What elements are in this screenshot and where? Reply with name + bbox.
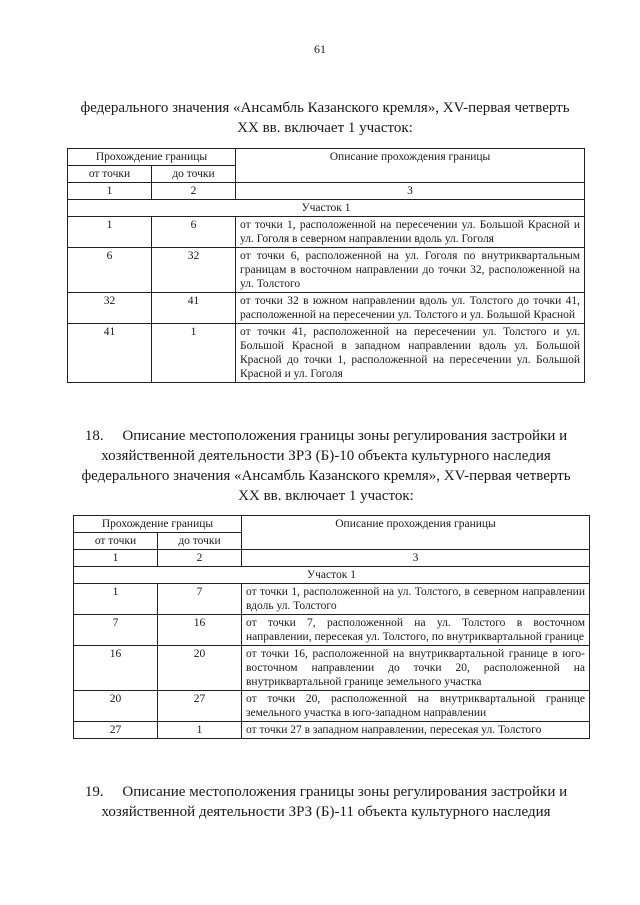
from-point-cell: 41 xyxy=(68,324,152,383)
description-cell: от точки 27 в западном направлении, пересекая ул. Толстого xyxy=(242,722,590,739)
description-cell: от точки 1, расположенной на ул. Толстого, в северном направлении вдоль ул. Толстого xyxy=(242,584,590,615)
description-cell: от точки 20, расположенной на внутриквартальной границе земельного участка в юго-западном направлении xyxy=(242,691,590,722)
page-number: 61 xyxy=(314,42,326,56)
column-number: 3 xyxy=(236,183,585,200)
description-cell: от точки 16, расположенной на внутриквартальной границе в юго-восточном направлении до точки 20, расположенной на внутриквартальной границе земельного участка xyxy=(242,646,590,691)
header-from-point: от точки xyxy=(74,533,158,550)
table-row xyxy=(74,691,590,722)
header-description: Описание прохождения границы xyxy=(236,149,585,183)
table-row xyxy=(68,293,585,324)
section-label: Участок 1 xyxy=(68,200,585,217)
to-point-cell: 20 xyxy=(158,646,242,691)
table-row xyxy=(74,615,590,646)
description-cell: от точки 6, расположенной на ул. Гоголя по внутриквартальным границам в восточном направлении до точки 32, расположенной на ул. Толстого xyxy=(236,248,585,293)
to-point-cell: 32 xyxy=(152,248,236,293)
heading-line: федерального значения «Ансамбль Казанского кремля», XV-первая четверть xyxy=(81,468,571,484)
section-row xyxy=(68,200,585,217)
header-passage: Прохождение границы xyxy=(68,149,236,166)
column-number-row xyxy=(68,183,585,200)
from-point-cell: 1 xyxy=(68,217,152,248)
heading-line: хозяйственной деятельности ЗРЗ (Б)-11 объекта культурного наследия xyxy=(101,804,551,820)
description-cell: от точки 41, расположенной на пересечении ул. Толстого и ул. Большой Красной в западном направлении вдоль ул. Большой Красной до точки 1, расположенной на пересечении ул. Большой Красной и ул. Гоголя xyxy=(236,324,585,383)
to-point-cell: 1 xyxy=(158,722,242,739)
section-18-heading xyxy=(62,426,590,506)
from-point-cell: 7 xyxy=(74,615,158,646)
table-header-row xyxy=(68,149,585,166)
section-row xyxy=(74,567,590,584)
from-point-cell: 20 xyxy=(74,691,158,722)
table-row xyxy=(68,248,585,293)
to-point-cell: 27 xyxy=(158,691,242,722)
to-point-cell: 41 xyxy=(152,293,236,324)
header-to-point: до точки xyxy=(158,533,242,550)
section-19-heading xyxy=(62,782,590,822)
header-passage: Прохождение границы xyxy=(74,516,242,533)
table-row xyxy=(74,646,590,691)
boundary-table-2 xyxy=(73,515,590,739)
header-description: Описание прохождения границы xyxy=(242,516,590,550)
to-point-cell: 7 xyxy=(158,584,242,615)
boundary-table-1 xyxy=(67,148,585,383)
column-number: 1 xyxy=(74,550,158,567)
heading-line: XX вв. включает 1 участок: xyxy=(238,488,414,504)
section-label: Участок 1 xyxy=(74,567,590,584)
column-number: 3 xyxy=(242,550,590,567)
table-row xyxy=(74,584,590,615)
description-cell: от точки 7, расположенной на ул. Толстого в восточном направлении, пересекая ул. Толстого, по внутриквартальной границе xyxy=(242,615,590,646)
description-cell: от точки 1, расположенной на пересечении ул. Большой Красной и ул. Гоголя в северном направлении вдоль ул. Гоголя xyxy=(236,217,585,248)
table-header-row xyxy=(74,516,590,533)
intro-line: XX вв. включает 1 участок: xyxy=(237,120,413,136)
to-point-cell: 1 xyxy=(152,324,236,383)
column-number: 1 xyxy=(68,183,152,200)
column-number: 2 xyxy=(152,183,236,200)
intro-line: федерального значения «Ансамбль Казанского кремля», XV-первая четверть xyxy=(80,100,570,116)
from-point-cell: 27 xyxy=(74,722,158,739)
column-number-row xyxy=(74,550,590,567)
description-cell: от точки 32 в южном направлении вдоль ул. Толстого до точки 41, расположенной на пересечении ул. Толстого и ул. Большой Красной xyxy=(236,293,585,324)
heading-line: 18. Описание местоположения границы зоны регулирования застройки и xyxy=(84,428,568,444)
table-row xyxy=(74,722,590,739)
from-point-cell: 32 xyxy=(68,293,152,324)
from-point-cell: 1 xyxy=(74,584,158,615)
to-point-cell: 16 xyxy=(158,615,242,646)
table-row xyxy=(68,324,585,383)
table-row xyxy=(68,217,585,248)
intro-paragraph xyxy=(70,98,580,138)
column-number: 2 xyxy=(158,550,242,567)
header-from-point: от точки xyxy=(68,166,152,183)
from-point-cell: 16 xyxy=(74,646,158,691)
header-to-point: до точки xyxy=(152,166,236,183)
to-point-cell: 6 xyxy=(152,217,236,248)
from-point-cell: 6 xyxy=(68,248,152,293)
heading-line: хозяйственной деятельности ЗРЗ (Б)-10 объекта культурного наследия xyxy=(101,448,551,464)
heading-line: 19. Описание местоположения границы зоны регулирования застройки и xyxy=(84,784,568,800)
